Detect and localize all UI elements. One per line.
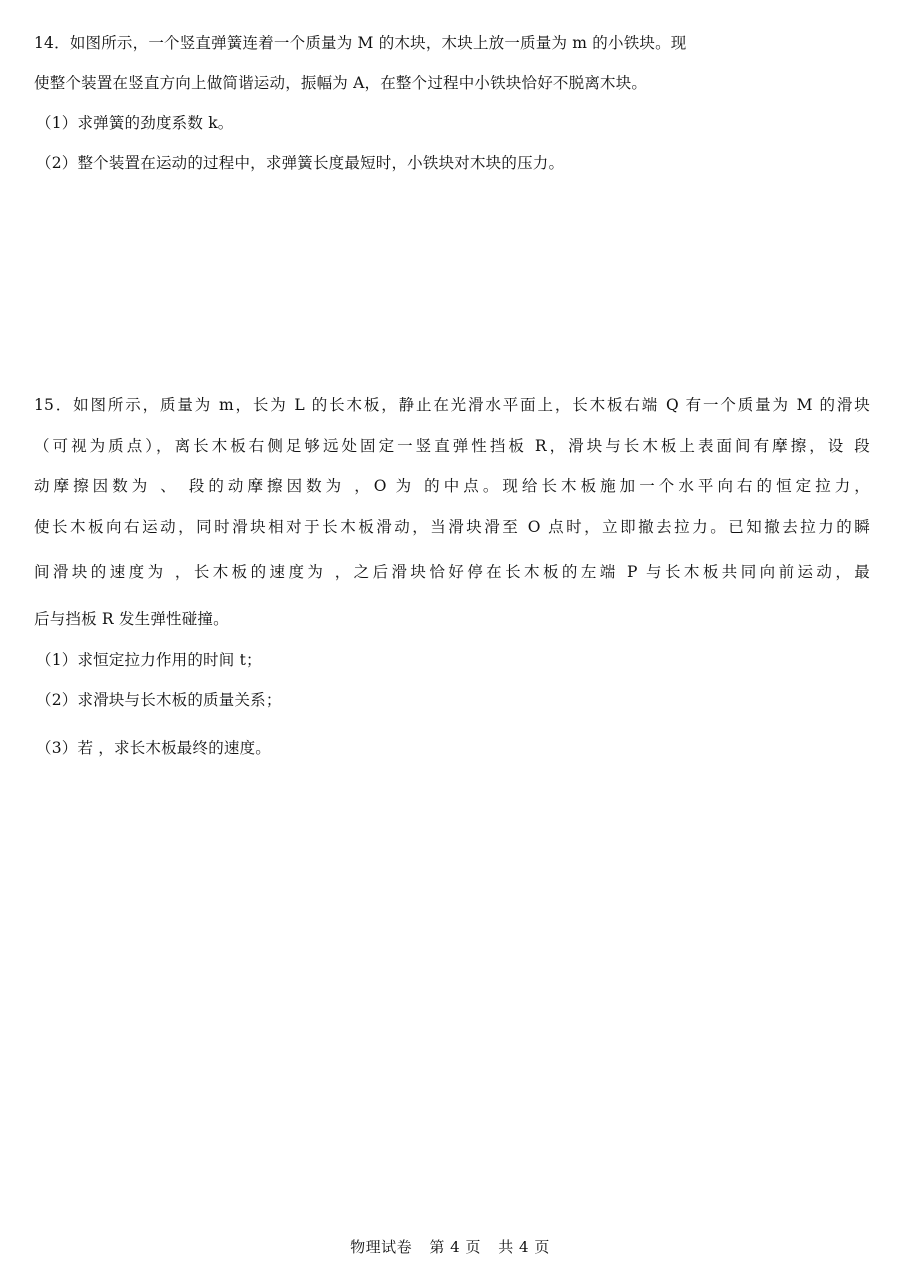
q14-part-1: （1）求弹簧的劲度系数 k。 bbox=[36, 114, 234, 132]
page-footer bbox=[0, 1237, 900, 1257]
q14-line-1: 14．如图所示，一个竖直弹簧连着一个质量为 M 的木块，木块上放一质量为 m 的小铁块。现 bbox=[34, 34, 687, 52]
q14-line-2: 使整个装置在竖直方向上做简谐运动，振幅为 A，在整个过程中小铁块恰好不脱离木块。 bbox=[34, 74, 648, 92]
q15-line-1: 15．如图所示，质量为 m，长为 L 的长木板，静止在光滑水平面上，长木板右端 Q 有一个质量为 M 的滑块 bbox=[34, 396, 870, 414]
q15-part-3: （3）若 ，求长木板最终的速度。 bbox=[36, 739, 271, 757]
q15-line-2: （可视为质点），离长木板右侧足够远处固定一竖直弹性挡板 R，滑块与长木板上表面间有摩擦，设 段 bbox=[34, 437, 870, 455]
q15-part-1: （1）求恒定拉力作用的时间 t； bbox=[36, 651, 262, 669]
q15-line-4: 使长木板向右运动，同时滑块相对于长木板滑动，当滑块滑至 O 点时，立即撤去拉力。已知撤去拉力的瞬 bbox=[34, 518, 870, 536]
footer-subject: 物理试卷 bbox=[350, 1238, 413, 1256]
footer-page-number: 第 4 页 bbox=[429, 1238, 481, 1256]
footer-total-pages: 共 4 页 bbox=[498, 1238, 550, 1256]
q15-part-2: （2）求滑块与长木板的质量关系； bbox=[36, 691, 282, 709]
q15-line-5: 间滑块的速度为 ，长木板的速度为 ，之后滑块恰好停在长木板的左端 P 与长木板共同向前运动，最 bbox=[34, 563, 870, 581]
q15-line-6: 后与挡板 R 发生弹性碰撞。 bbox=[34, 610, 229, 628]
q14-part-2: （2）整个装置在运动的过程中，求弹簧长度最短时，小铁块对木块的压力。 bbox=[36, 154, 565, 172]
q15-line-3: 动摩擦因数为 、 段的动摩擦因数为 ，O 为 的中点。现给长木板施加一个水平向右的恒定拉力， bbox=[34, 477, 870, 495]
